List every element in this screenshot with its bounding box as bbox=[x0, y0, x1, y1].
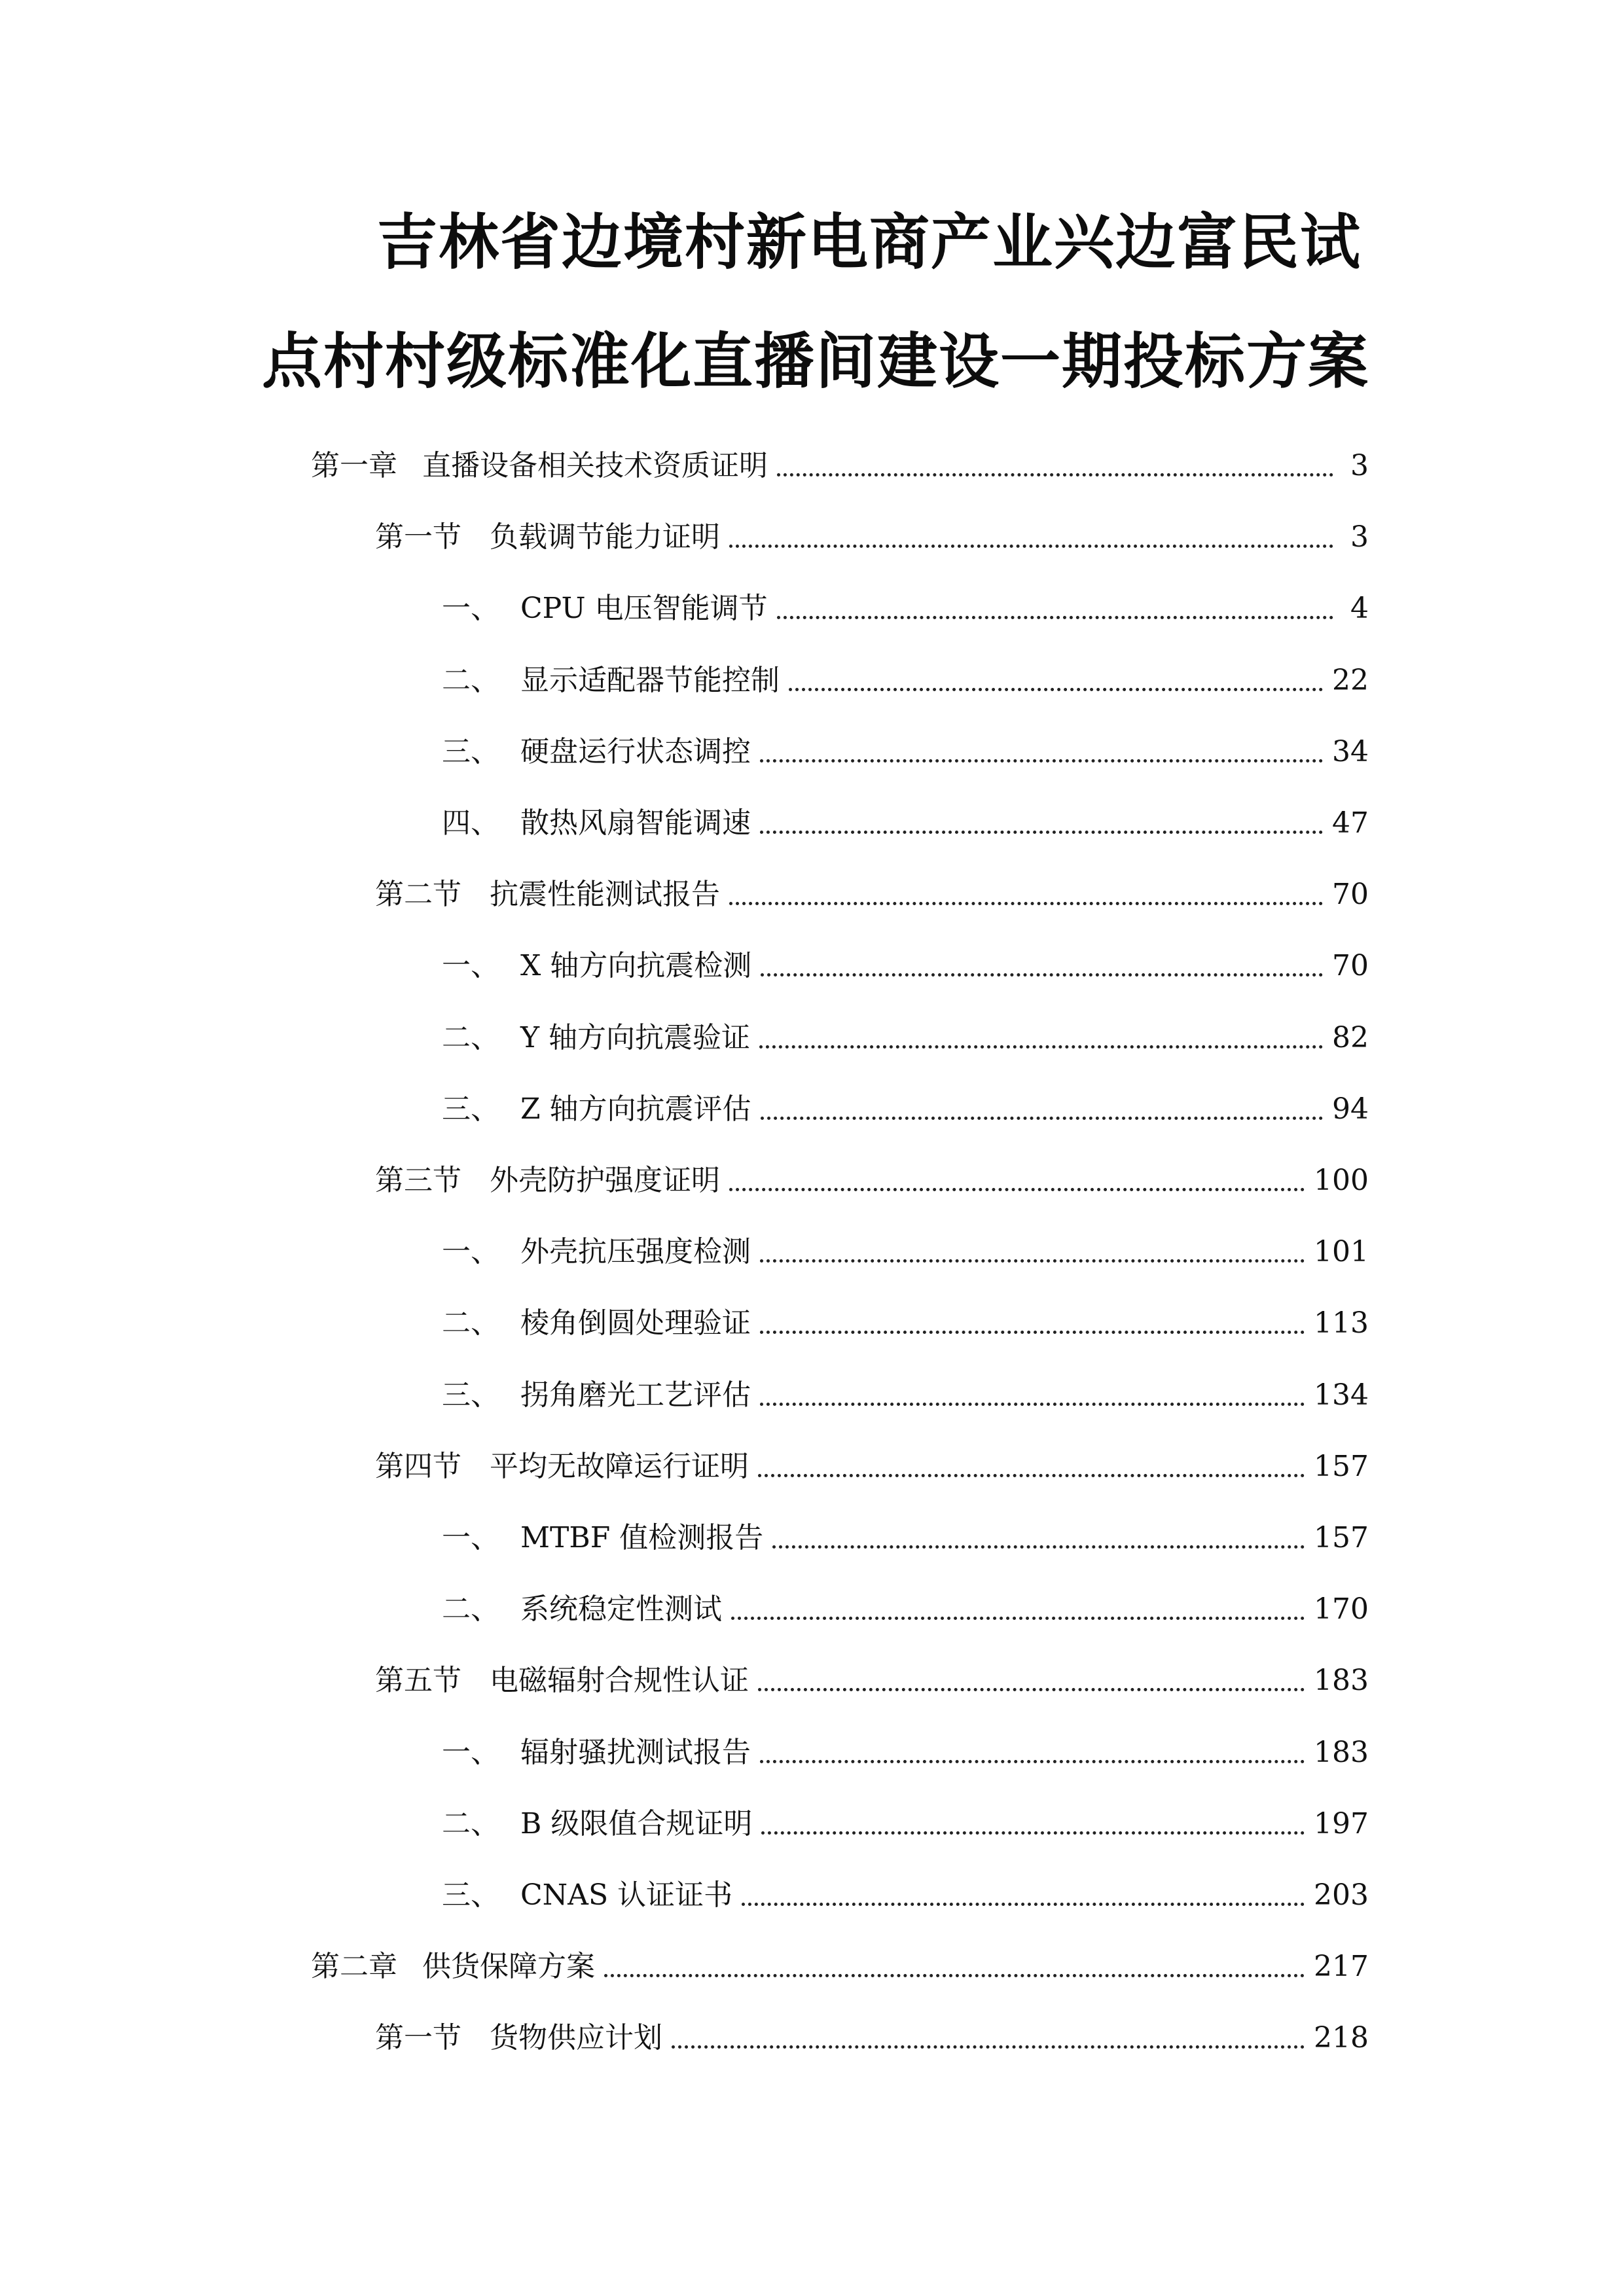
toc-entry[interactable] bbox=[375, 1655, 1369, 1700]
toc-entry[interactable] bbox=[442, 1226, 1369, 1272]
toc-entry-label: CNAS 认证证书 bbox=[520, 1878, 733, 1912]
toc-dot-leader bbox=[760, 1760, 1305, 1763]
toc-entry-label: 拐角磨光工艺评估 bbox=[520, 1378, 751, 1412]
toc-entry-label: 显示适配器节能控制 bbox=[520, 664, 780, 697]
toc-entry[interactable] bbox=[442, 940, 1369, 986]
toc-dot-leader bbox=[760, 1403, 1305, 1406]
toc-entry-number: 二、 bbox=[442, 1592, 499, 1626]
toc-entry-number: 二、 bbox=[442, 1807, 499, 1840]
toc-entry-number: 三、 bbox=[442, 1092, 499, 1126]
toc-entry-page-number: 217 bbox=[1314, 1950, 1369, 1983]
toc-entry-number: 第一章 bbox=[311, 449, 397, 482]
toc-dot-leader bbox=[731, 1617, 1305, 1620]
toc-dot-leader bbox=[761, 1831, 1305, 1835]
toc-entry-number: 二、 bbox=[442, 1306, 499, 1340]
toc-dot-leader bbox=[789, 688, 1323, 691]
toc-entry-label: B 级限值合规证明 bbox=[520, 1807, 753, 1840]
toc-entry-number: 第三节 bbox=[375, 1164, 461, 1197]
toc-entry-number: 一、 bbox=[442, 592, 499, 625]
toc-entry-page-number: 4 bbox=[1350, 592, 1369, 625]
document-title-line-1: 吉林省边境村新电商产业兴边富民试 bbox=[376, 207, 1362, 278]
toc-entry-number: 第一节 bbox=[375, 2021, 461, 2054]
toc-entry-number: 三、 bbox=[442, 735, 499, 768]
toc-entry-label: 棱角倒圆处理验证 bbox=[520, 1306, 751, 1340]
toc-entry-page-number: 183 bbox=[1314, 1664, 1369, 1697]
toc-entry-page-number: 3 bbox=[1350, 520, 1369, 554]
toc-entry-label: Z 轴方向抗震评估 bbox=[520, 1092, 751, 1126]
toc-entry-number: 三、 bbox=[442, 1378, 499, 1412]
toc-entry-page-number: 170 bbox=[1314, 1592, 1369, 1626]
toc-entry-number: 第二章 bbox=[311, 1950, 397, 1983]
toc-dot-leader bbox=[729, 545, 1333, 548]
toc-entry[interactable] bbox=[442, 655, 1369, 700]
toc-entry-page-number: 47 bbox=[1332, 806, 1369, 840]
toc-entry-page-number: 101 bbox=[1314, 1235, 1369, 1268]
toc-dot-leader bbox=[729, 902, 1323, 905]
toc-dot-leader bbox=[777, 616, 1333, 619]
toc-entry-number: 三、 bbox=[442, 1878, 499, 1912]
toc-entry-label: 平均无故障运行证明 bbox=[490, 1450, 749, 1483]
toc-entry-label: 硬盘运行状态调控 bbox=[520, 735, 751, 768]
toc-entry-label: 供货保障方案 bbox=[422, 1950, 595, 1983]
toc-entry-label: 抗震性能测试报告 bbox=[490, 878, 720, 911]
toc-entry-label: CPU 电压智能调节 bbox=[520, 592, 768, 625]
toc-dot-leader bbox=[760, 759, 1323, 762]
toc-entry-label: 直播设备相关技术资质证明 bbox=[422, 449, 768, 482]
toc-entry[interactable] bbox=[442, 1727, 1369, 1772]
toc-entry-number: 四、 bbox=[442, 806, 499, 840]
toc-dot-leader bbox=[604, 1974, 1305, 1977]
toc-dot-leader bbox=[761, 973, 1323, 977]
toc-entry-number: 第五节 bbox=[375, 1664, 461, 1697]
toc-entry-number: 一、 bbox=[442, 949, 499, 982]
toc-entry[interactable] bbox=[375, 869, 1369, 914]
toc-entry-label: 负载调节能力证明 bbox=[490, 520, 720, 554]
toc-entry-page-number: 94 bbox=[1332, 1092, 1369, 1126]
toc-entry[interactable] bbox=[442, 1369, 1369, 1415]
toc-entry-page-number: 203 bbox=[1314, 1878, 1369, 1912]
toc-dot-leader bbox=[760, 1259, 1305, 1263]
toc-dot-leader bbox=[729, 1188, 1305, 1191]
toc-entry-number: 第二节 bbox=[375, 878, 461, 911]
toc-entry[interactable] bbox=[442, 726, 1369, 772]
toc-entry-page-number: 197 bbox=[1314, 1807, 1369, 1840]
toc-entry[interactable] bbox=[442, 1297, 1369, 1343]
toc-entry[interactable] bbox=[442, 1583, 1369, 1629]
toc-entry-number: 一、 bbox=[442, 1235, 499, 1268]
toc-entry-number: 第一节 bbox=[375, 520, 461, 554]
toc-dot-leader bbox=[772, 1545, 1305, 1549]
toc-entry[interactable] bbox=[375, 1441, 1369, 1486]
toc-entry-page-number: 3 bbox=[1350, 449, 1369, 482]
document-title-line-2: 点村村级标准化直播间建设一期投标方案 bbox=[262, 327, 1370, 397]
toc-entry-label: 电磁辐射合规性认证 bbox=[490, 1664, 749, 1697]
toc-entry[interactable] bbox=[442, 1083, 1369, 1129]
toc-entry[interactable] bbox=[375, 511, 1369, 557]
toc-entry-page-number: 113 bbox=[1314, 1306, 1369, 1340]
toc-entry[interactable] bbox=[375, 2012, 1369, 2058]
toc-dot-leader bbox=[759, 1045, 1323, 1049]
toc-entry-label: 辐射骚扰测试报告 bbox=[520, 1736, 751, 1769]
toc-entry[interactable] bbox=[442, 1798, 1369, 1844]
toc-entry-label: 系统稳定性测试 bbox=[520, 1592, 722, 1626]
toc-entry-label: 外壳抗压强度检测 bbox=[520, 1235, 751, 1268]
toc-entry[interactable] bbox=[442, 583, 1369, 628]
toc-dot-leader bbox=[777, 473, 1333, 476]
toc-entry-page-number: 70 bbox=[1332, 949, 1369, 982]
toc-dot-leader bbox=[761, 1117, 1323, 1120]
toc-entry-page-number: 134 bbox=[1314, 1378, 1369, 1412]
toc-entry-page-number: 34 bbox=[1332, 735, 1369, 768]
toc-entry-page-number: 157 bbox=[1314, 1450, 1369, 1483]
toc-dot-leader bbox=[742, 1903, 1305, 1906]
toc-entry-number: 二、 bbox=[442, 1021, 499, 1054]
toc-entry-page-number: 70 bbox=[1332, 878, 1369, 911]
toc-entry-page-number: 100 bbox=[1314, 1164, 1369, 1197]
toc-dot-leader bbox=[758, 1474, 1305, 1477]
toc-entry-label: 货物供应计划 bbox=[490, 2021, 662, 2054]
toc-entry-label: 散热风扇智能调速 bbox=[520, 806, 751, 840]
toc-entry[interactable] bbox=[442, 1012, 1369, 1058]
toc-dot-leader bbox=[758, 1688, 1305, 1691]
toc-dot-leader bbox=[760, 1331, 1305, 1334]
toc-entry[interactable] bbox=[442, 1512, 1369, 1558]
toc-entry-label: MTBF 值检测报告 bbox=[520, 1521, 764, 1554]
toc-dot-leader bbox=[672, 2045, 1305, 2049]
toc-entry-number: 一、 bbox=[442, 1736, 499, 1769]
toc-entry-page-number: 82 bbox=[1332, 1021, 1369, 1054]
toc-entry[interactable] bbox=[442, 1869, 1369, 1915]
toc-entry-label: 外壳防护强度证明 bbox=[490, 1164, 720, 1197]
toc-entry[interactable] bbox=[442, 797, 1369, 843]
toc-entry-number: 二、 bbox=[442, 664, 499, 697]
toc-entry[interactable] bbox=[375, 1155, 1369, 1200]
toc-entry-page-number: 157 bbox=[1314, 1521, 1369, 1554]
toc-entry-page-number: 183 bbox=[1314, 1736, 1369, 1769]
toc-entry-label: Y 轴方向抗震验证 bbox=[520, 1021, 751, 1054]
toc-entry-label: X 轴方向抗震检测 bbox=[520, 949, 752, 982]
toc-entry-page-number: 22 bbox=[1332, 664, 1369, 697]
toc-entry[interactable] bbox=[311, 440, 1369, 486]
toc-entry-number: 一、 bbox=[442, 1521, 499, 1554]
toc-entry[interactable] bbox=[311, 1941, 1369, 1986]
toc-dot-leader bbox=[760, 831, 1323, 834]
toc-entry-number: 第四节 bbox=[375, 1450, 461, 1483]
toc-entry-page-number: 218 bbox=[1314, 2021, 1369, 2054]
